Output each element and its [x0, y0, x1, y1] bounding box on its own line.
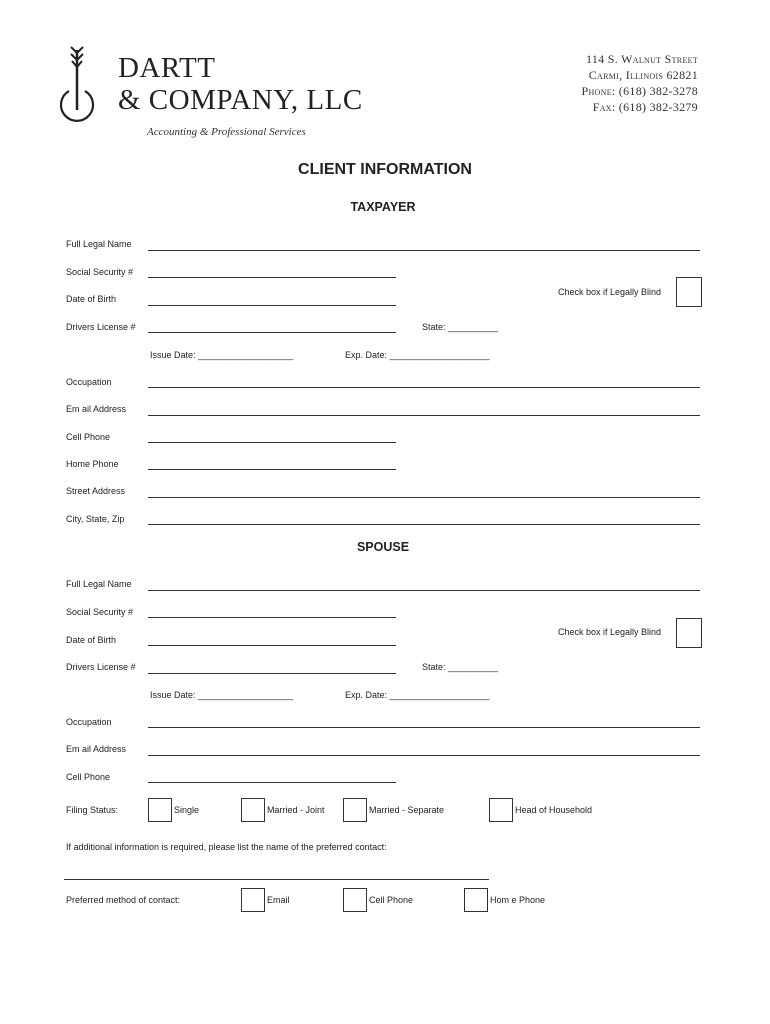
taxpayer-ssn-label: Social Security # [66, 267, 134, 277]
filing-married-joint-label: Married - Joint [267, 805, 325, 815]
spouse-blind-checkbox[interactable] [676, 618, 702, 648]
taxpayer-dl-field[interactable] [148, 332, 396, 333]
taxpayer-email-label: Em ail Address [66, 404, 127, 414]
taxpayer-occupation-label: Occupation [66, 377, 112, 387]
page-title: CLIENT INFORMATION [298, 161, 472, 178]
spouse-occupation-field[interactable] [148, 727, 700, 728]
filing-single-label: Single [174, 805, 200, 815]
spouse-cell-label: Cell Phone [66, 772, 111, 782]
taxpayer-blind-checkbox[interactable] [676, 277, 702, 307]
filing-head-of-household-label: Head of Household [515, 805, 593, 815]
taxpayer-ssn-field[interactable] [148, 277, 396, 278]
logo-emblem [60, 45, 105, 125]
spouse-name-field[interactable] [148, 590, 700, 591]
taxpayer-street-field[interactable] [148, 497, 700, 498]
taxpayer-email-field[interactable] [148, 415, 700, 416]
taxpayer-street-label: Street Address [66, 486, 126, 496]
spouse-dl-label: Drivers License # [66, 662, 136, 672]
spouse-dob-field[interactable] [148, 645, 396, 646]
company-tagline: Accounting & Professional Services [147, 126, 306, 138]
preferred-contact-field[interactable] [64, 879, 489, 880]
filing-married-separate-label: Married - Separate [369, 805, 445, 815]
contact-cell-phone-label: Cell Phone [369, 895, 414, 905]
contact-email-checkbox[interactable] [241, 888, 265, 912]
filing-head-of-household-checkbox[interactable] [489, 798, 513, 822]
taxpayer-state-field[interactable]: State: __________ [422, 322, 499, 332]
spouse-dob-label: Date of Birth [66, 635, 117, 645]
spouse-cell-field[interactable] [148, 782, 396, 783]
filing-married-separate-checkbox[interactable] [343, 798, 367, 822]
address-street: 114 S. Walnut Street [586, 52, 698, 66]
company-name-line2: & COMPANY, LLC [118, 84, 363, 116]
contact-method-label: Preferred method of contact: [66, 895, 181, 905]
taxpayer-name-label: Full Legal Name [66, 239, 132, 249]
contact-cell-phone-checkbox[interactable] [343, 888, 367, 912]
taxpayer-dob-field[interactable] [148, 305, 396, 306]
filing-married-joint-checkbox[interactable] [241, 798, 265, 822]
spouse-state-field[interactable]: State: __________ [422, 662, 499, 672]
company-name-line1: DARTT [118, 52, 216, 84]
spouse-issue-date-field[interactable]: Issue Date: ___________________ [150, 690, 294, 700]
taxpayer-name-field[interactable] [148, 250, 700, 251]
spouse-exp-date-field[interactable]: Exp. Date: ____________________ [345, 690, 490, 700]
spouse-dl-field[interactable] [148, 673, 396, 674]
contact-home-phone-checkbox[interactable] [464, 888, 488, 912]
taxpayer-city-label: City, State, Zip [66, 514, 125, 524]
filing-single-checkbox[interactable] [148, 798, 172, 822]
address-fax: Fax: (618) 382-3279 [592, 100, 698, 114]
contact-email-label: Email [267, 895, 290, 905]
spouse-blind-label: Check box if Legally Blind [558, 627, 662, 637]
taxpayer-exp-date-field[interactable]: Exp. Date: ____________________ [345, 350, 490, 360]
taxpayer-home-label: Home Phone [66, 459, 119, 469]
address-phone: Phone: (618) 382-3278 [581, 84, 698, 98]
taxpayer-blind-label: Check box if Legally Blind [558, 287, 662, 297]
address-city: Carmi, Illinois 62821 [588, 68, 698, 82]
spouse-ssn-label: Social Security # [66, 607, 134, 617]
taxpayer-issue-date-field[interactable]: Issue Date: ___________________ [150, 350, 294, 360]
preferred-contact-prompt: If additional information is required, please list the name of the preferred contact: [66, 842, 387, 852]
taxpayer-home-field[interactable] [148, 469, 396, 470]
spouse-heading: SPOUSE [356, 540, 410, 554]
spouse-ssn-field[interactable] [148, 617, 396, 618]
taxpayer-cell-field[interactable] [148, 442, 396, 443]
taxpayer-occupation-field[interactable] [148, 387, 700, 388]
taxpayer-cell-label: Cell Phone [66, 432, 111, 442]
taxpayer-city-field[interactable] [148, 524, 700, 525]
spouse-email-field[interactable] [148, 755, 700, 756]
spouse-name-label: Full Legal Name [66, 579, 132, 589]
spouse-email-label: Em ail Address [66, 744, 127, 754]
contact-home-phone-label: Hom e Phone [490, 895, 546, 905]
taxpayer-dl-label: Drivers License # [66, 322, 136, 332]
taxpayer-heading: TAXPAYER [350, 200, 416, 214]
filing-status-label: Filing Status: [66, 805, 119, 815]
spouse-occupation-label: Occupation [66, 717, 112, 727]
taxpayer-dob-label: Date of Birth [66, 294, 117, 304]
